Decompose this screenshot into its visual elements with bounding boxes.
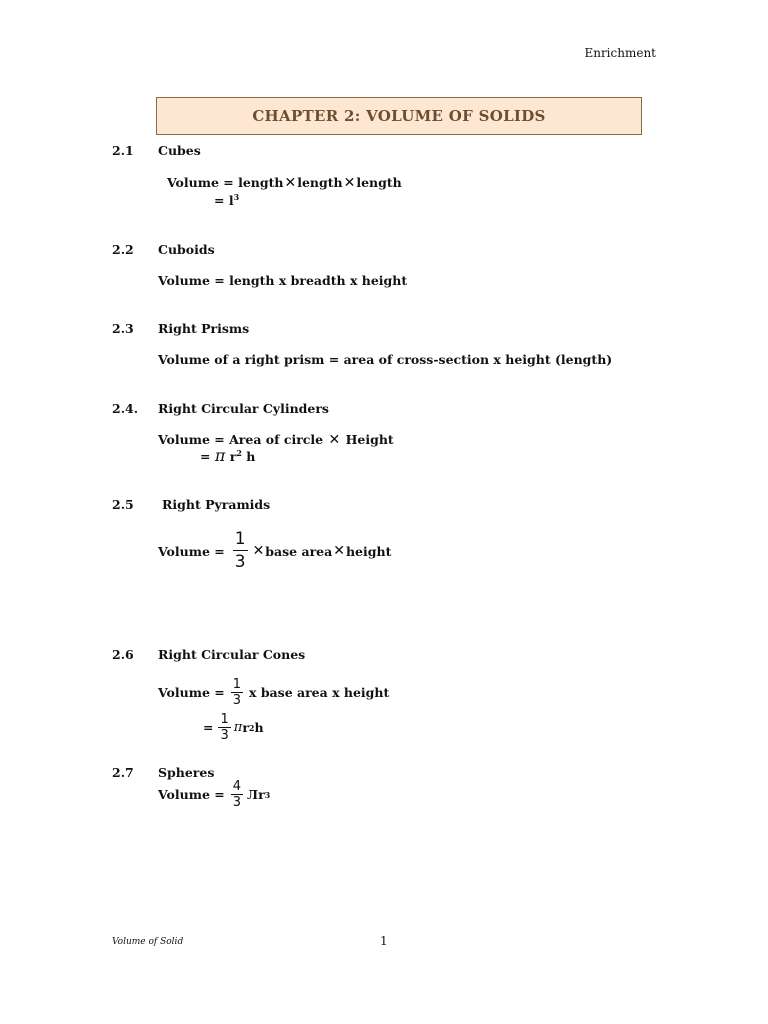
fraction-denominator: 3 [232, 795, 242, 810]
cones-r: r [242, 720, 249, 735]
section-number-spheres: 2.7 [112, 765, 134, 780]
chapter-title: CHAPTER 2: VOLUME OF SOLIDS [252, 107, 546, 125]
section-number-cubes: 2.1 [112, 143, 134, 158]
cubes-formula-line2 [214, 192, 239, 208]
spheres-r: r [258, 787, 265, 802]
cones-formula-line1 [158, 678, 389, 707]
fraction-numerator: 1 [220, 712, 229, 727]
section-heading-prisms: Right Prisms [158, 321, 250, 336]
cylinders-r: r [229, 449, 237, 464]
fraction-numerator: 1 [234, 529, 246, 549]
section-number-prisms: 2.3 [112, 321, 134, 336]
times-icon: ✕ [333, 543, 345, 559]
pyramids-lhs: Volume = [158, 543, 225, 559]
fraction [231, 780, 243, 809]
section-heading-cones: Right Circular Cones [158, 647, 306, 662]
pyramids-end: height [345, 543, 392, 559]
cones-h: h [254, 720, 264, 735]
section-heading-cubes: Cubes [158, 143, 201, 158]
times-icon: ✕ [328, 432, 341, 448]
cylinders-formula-line1 [158, 432, 394, 448]
section-heading-spheres: Spheres [158, 765, 215, 780]
spheres-exponent: 3 [264, 789, 271, 800]
cones-exponent: 2 [248, 722, 255, 733]
fraction-denominator: 3 [232, 693, 242, 708]
cones-formula-line2 [203, 713, 264, 742]
section-heading-cuboids: Cuboids [158, 242, 215, 257]
section-number-cylinders: 2.4. [112, 401, 139, 416]
cylinders-h: h [246, 449, 256, 464]
cylinders-exponent: 2 [236, 447, 242, 458]
pi-symbol: π [214, 446, 226, 465]
times-icon: ✕ [343, 175, 356, 191]
spheres-formula [158, 780, 270, 809]
cubes-line2: = l [214, 193, 234, 209]
section-heading-pyramids: Right Pyramids [162, 497, 271, 512]
fraction [218, 713, 230, 742]
fraction-denominator: 3 [234, 552, 246, 572]
section-heading-cylinders: Right Circular Cylinders [158, 401, 329, 416]
cubes-mid: length [297, 175, 343, 190]
chapter-title-box [156, 97, 642, 135]
cones-lhs: Volume = [158, 685, 225, 700]
cuboids-formula: Volume = length x breadth x height [158, 273, 408, 288]
page-number: 1 [380, 934, 388, 948]
fraction-denominator: 3 [220, 728, 229, 743]
cylinders-end: Height [345, 432, 394, 447]
pyramids-mid: base area [265, 543, 333, 559]
times-icon: ✕ [252, 543, 265, 559]
footer-title: Volume of Solid [112, 937, 184, 947]
fraction-numerator: 1 [232, 677, 242, 692]
spheres-lhs: Volume = [158, 787, 225, 802]
spheres-pi: Л [247, 787, 259, 802]
cones-rest: x base area x height [249, 685, 390, 700]
cylinders-lhs: Volume = Area of circle [158, 432, 324, 447]
pyramids-formula [158, 531, 391, 571]
section-number-cones: 2.6 [112, 647, 134, 662]
cubes-formula-line1 [167, 175, 402, 191]
fraction [231, 678, 243, 707]
cubes-end: length [356, 175, 402, 190]
cylinders-eq: = [200, 449, 211, 464]
section-number-cuboids: 2.2 [112, 242, 134, 257]
times-icon: ✕ [284, 175, 297, 191]
running-header: Enrichment [584, 46, 656, 60]
pi-symbol: π [233, 720, 243, 735]
fraction [233, 531, 248, 571]
cones-eq: = [203, 720, 214, 735]
section-number-pyramids: 2.5 [112, 497, 134, 512]
cubes-lhs: Volume = length [167, 175, 284, 190]
fraction-numerator: 4 [232, 779, 242, 794]
cubes-exponent: 3 [233, 192, 240, 202]
cylinders-formula-line2 [200, 446, 255, 465]
prisms-formula: Volume of a right prism = area of cross-section x height (length) [158, 352, 613, 367]
